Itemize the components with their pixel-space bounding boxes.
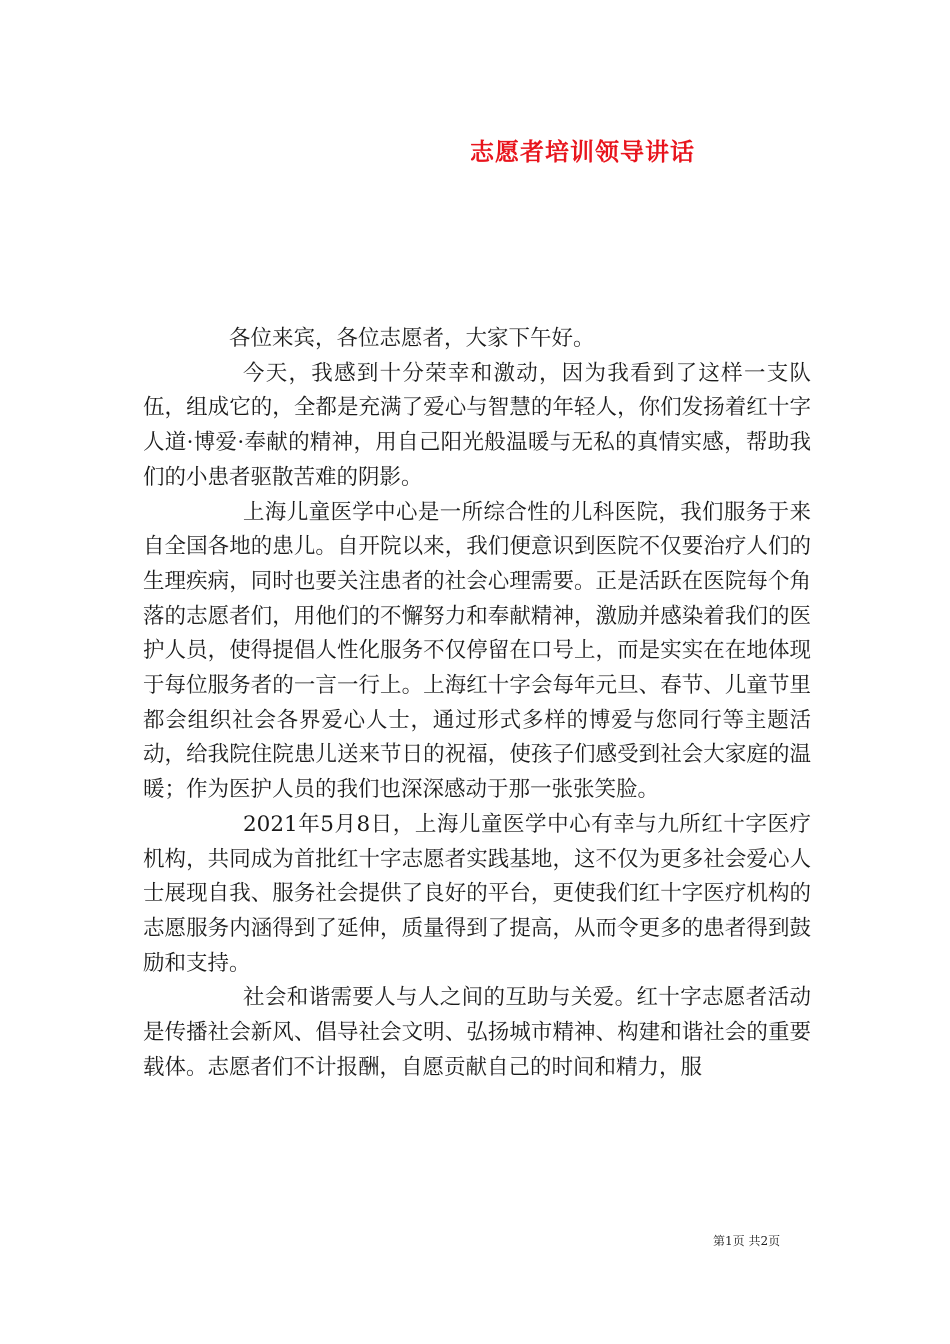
document-title: 志愿者培训领导讲话: [470, 137, 695, 166]
body-paragraph-3: 2021年5月8日，上海儿童医学中心有幸与九所红十字医疗机构，共同成为首批红十字志愿者实践基地，这不仅为更多社会爱心人士展现自我、服务社会提供了良好的平台，更使我们红十字医疗机构的志愿服务内涵得到了延伸，质量得到了提高，从而令更多的患者得到鼓励和支持。: [143, 811, 811, 976]
body-paragraph-4: 社会和谐需要人与人之间的互助与关爱。红十字志愿者活动是传播社会新风、倡导社会文明、弘扬城市精神、构建和谐社会的重要载体。志愿者们不计报酬，自愿贡献自己的时间和精力，服: [143, 985, 811, 1080]
greeting-paragraph: 各位来宾，各位志愿者，大家下午好。: [229, 326, 595, 351]
body-paragraph-1: 今天，我感到十分荣幸和激动，因为我看到了这样一支队伍，组成它的，全都是充满了爱心与智慧的年轻人，你们发扬着红十字人道·博爱·奉献的精神，用自己阳光般温暖与无私的真情实感，帮助我们的小患者驱散苦难的阴影。: [143, 360, 811, 490]
body-paragraph-2: 上海儿童医学中心是一所综合性的儿科医院，我们服务于来自全国各地的患儿。自开院以来，我们便意识到医院不仅要治疗人们的生理疾病，同时也要关注患者的社会心理需要。正是活跃在医院每个角落的志愿者们，用他们的不懈努力和奉献精神，激励并感染着我们的医护人员，使得提倡人性化服务不仅停留在口号上，而是实实在在地体现于每位服务者的一言一行上。上海红十字会每年元旦、春节、儿童节里都会组织社会各界爱心人士，通过形式多样的博爱与您同行等主题活动，给我院住院患儿送来节日的祝福，使孩子们感受到社会大家庭的温暖；作为医护人员的我们也深深感动于那一张张笑脸。: [143, 499, 811, 803]
page-number-footer: 第1页 共2页: [713, 1234, 781, 1248]
document-body: [143, 322, 811, 1085]
